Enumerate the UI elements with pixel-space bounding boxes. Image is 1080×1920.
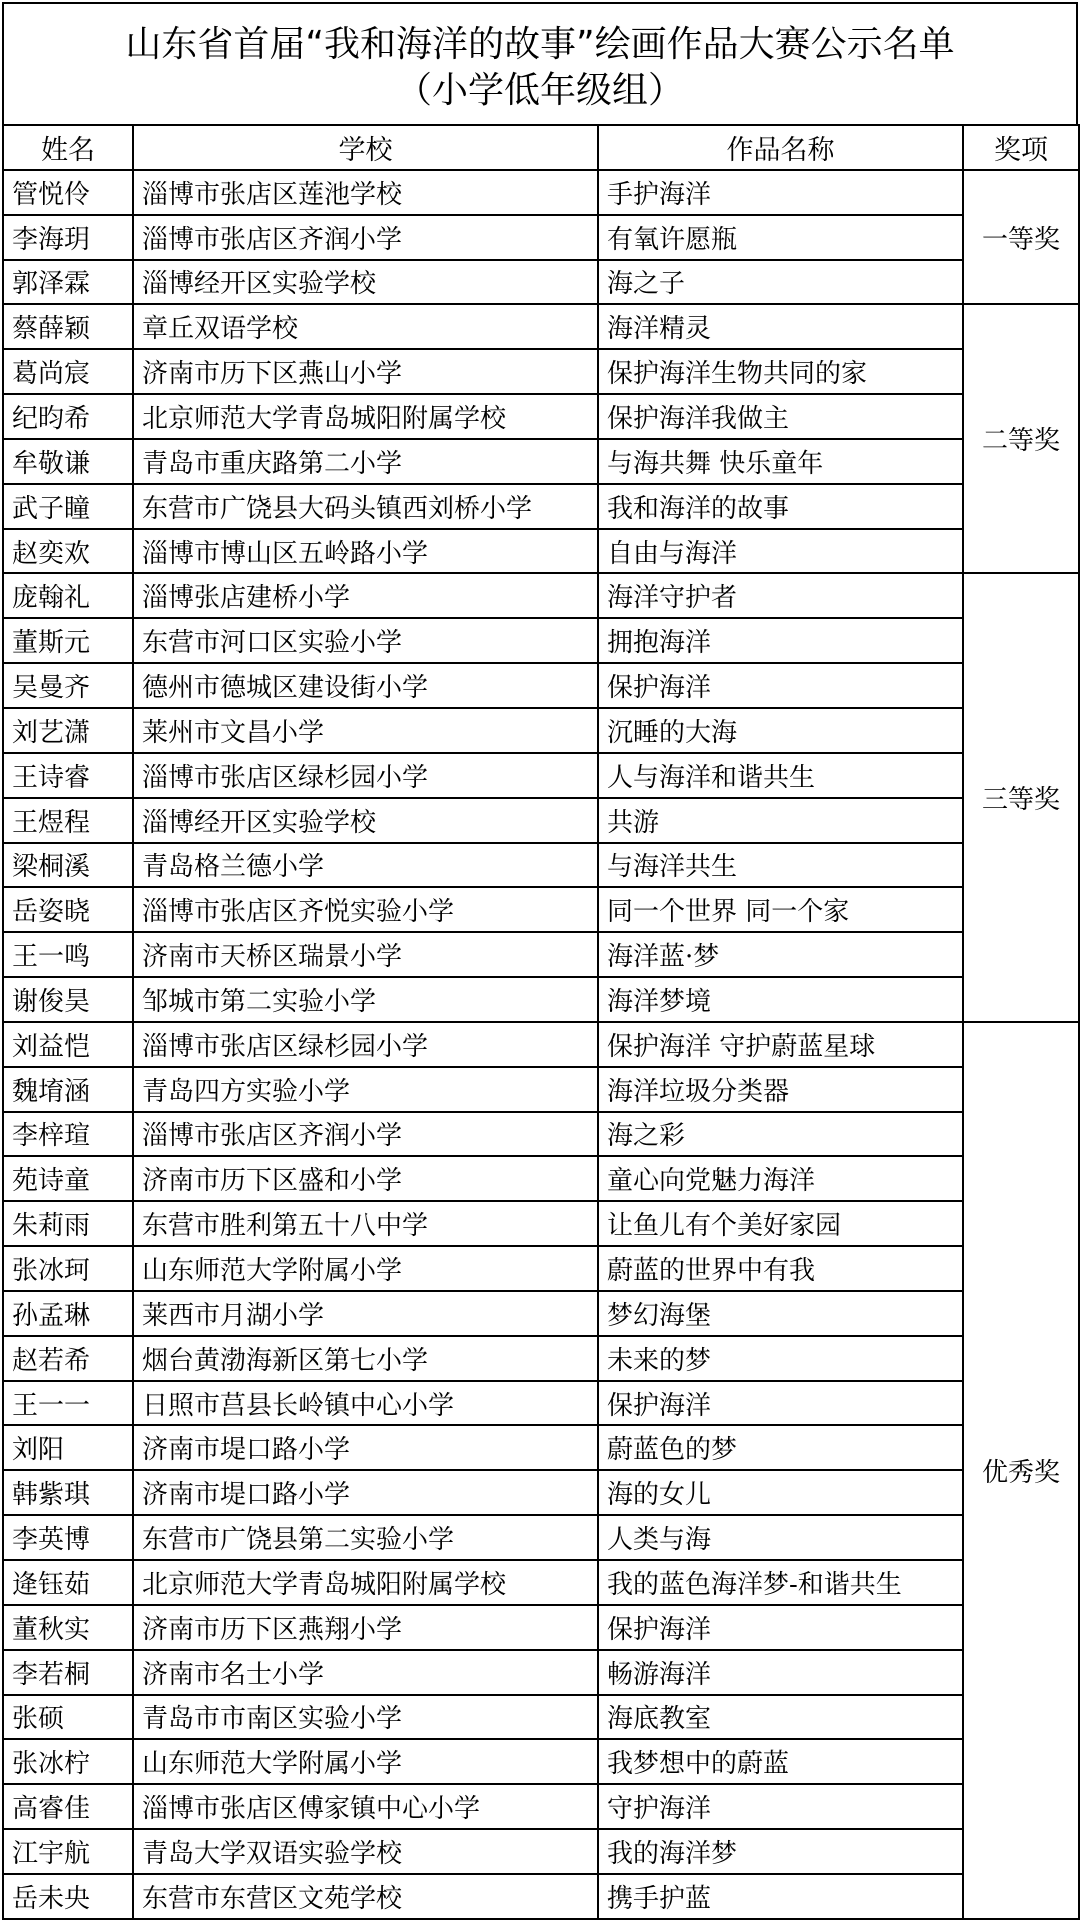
table-row	[3, 932, 1079, 977]
header-school: 学校	[133, 125, 598, 170]
cell-school: 淄博市张店区齐悦实验小学	[133, 887, 598, 932]
cell-name: 郭泽霖	[3, 260, 133, 305]
cell-school: 莱州市文昌小学	[133, 708, 598, 753]
cell-work: 保护海洋生物共同的家	[598, 349, 963, 394]
cell-work: 海之彩	[598, 1112, 963, 1157]
cell-school: 淄博市张店区莲池学校	[133, 170, 598, 215]
table-row	[3, 1470, 1079, 1515]
table-row	[3, 1425, 1079, 1470]
cell-school: 淄博市张店区齐润小学	[133, 215, 598, 260]
header-award: 奖项	[963, 125, 1079, 170]
cell-work: 保护海洋	[598, 1381, 963, 1426]
cell-award: 二等奖	[963, 304, 1079, 573]
table-row	[3, 484, 1079, 529]
cell-name: 高睿佳	[3, 1784, 133, 1829]
table-row	[3, 1022, 1079, 1067]
table-row	[3, 1246, 1079, 1291]
cell-school: 淄博张店建桥小学	[133, 573, 598, 618]
cell-work: 未来的梦	[598, 1336, 963, 1381]
cell-name: 李若桐	[3, 1650, 133, 1695]
table-body	[3, 170, 1079, 1919]
cell-award: 三等奖	[963, 573, 1079, 1021]
cell-school: 章丘双语学校	[133, 304, 598, 349]
cell-name: 管悦伶	[3, 170, 133, 215]
cell-work: 携手护蓝	[598, 1874, 963, 1919]
cell-work: 海洋守护者	[598, 573, 963, 618]
cell-work: 海的女儿	[598, 1470, 963, 1515]
table-row	[3, 1829, 1079, 1874]
cell-name: 董秋实	[3, 1605, 133, 1650]
cell-work: 与海共舞 快乐童年	[598, 439, 963, 484]
cell-name: 李海玥	[3, 215, 133, 260]
table-row	[3, 1112, 1079, 1157]
cell-work: 海洋梦境	[598, 977, 963, 1022]
cell-work: 让鱼儿有个美好家园	[598, 1201, 963, 1246]
cell-name: 蔡薛颖	[3, 304, 133, 349]
cell-name: 孙孟琳	[3, 1291, 133, 1336]
table-row	[3, 529, 1079, 574]
cell-work: 我梦想中的蔚蓝	[598, 1739, 963, 1784]
table-row	[3, 1739, 1079, 1784]
cell-work: 畅游海洋	[598, 1650, 963, 1695]
cell-name: 纪昀希	[3, 394, 133, 439]
cell-school: 淄博经开区实验学校	[133, 798, 598, 843]
cell-name: 王煜程	[3, 798, 133, 843]
cell-name: 谢俊昊	[3, 977, 133, 1022]
cell-work: 海洋精灵	[598, 304, 963, 349]
cell-name: 李英博	[3, 1515, 133, 1560]
table-row	[3, 798, 1079, 843]
cell-work: 共游	[598, 798, 963, 843]
cell-school: 青岛市市南区实验小学	[133, 1695, 598, 1740]
cell-work: 保护海洋 守护蔚蓝星球	[598, 1022, 963, 1067]
cell-work: 海洋蓝·梦	[598, 932, 963, 977]
table-row	[3, 1067, 1079, 1112]
table-row	[3, 1874, 1079, 1919]
cell-name: 王一鸣	[3, 932, 133, 977]
table-row	[3, 663, 1079, 708]
table-row	[3, 618, 1079, 663]
table-row	[3, 170, 1079, 215]
cell-school: 东营市广饶县大码头镇西刘桥小学	[133, 484, 598, 529]
cell-work: 手护海洋	[598, 170, 963, 215]
cell-work: 拥抱海洋	[598, 618, 963, 663]
header-name: 姓名	[3, 125, 133, 170]
cell-work: 我的蓝色海洋梦-和谐共生	[598, 1560, 963, 1605]
cell-school: 东营市广饶县第二实验小学	[133, 1515, 598, 1560]
cell-school: 青岛四方实验小学	[133, 1067, 598, 1112]
cell-work: 梦幻海堡	[598, 1291, 963, 1336]
cell-school: 济南市名士小学	[133, 1650, 598, 1695]
cell-work: 人类与海	[598, 1515, 963, 1560]
cell-school: 东营市胜利第五十八中学	[133, 1201, 598, 1246]
cell-award: 一等奖	[963, 170, 1079, 305]
cell-school: 淄博市博山区五岭路小学	[133, 529, 598, 574]
cell-name: 苑诗童	[3, 1156, 133, 1201]
cell-work: 沉睡的大海	[598, 708, 963, 753]
cell-school: 山东师范大学附属小学	[133, 1739, 598, 1784]
cell-school: 济南市堤口路小学	[133, 1425, 598, 1470]
cell-name: 朱莉雨	[3, 1201, 133, 1246]
cell-school: 济南市堤口路小学	[133, 1470, 598, 1515]
table-row	[3, 1381, 1079, 1426]
cell-school: 北京师范大学青岛城阳附属学校	[133, 1560, 598, 1605]
cell-school: 莱西市月湖小学	[133, 1291, 598, 1336]
cell-name: 江宇航	[3, 1829, 133, 1874]
cell-work: 蔚蓝色的梦	[598, 1425, 963, 1470]
cell-name: 董斯元	[3, 618, 133, 663]
cell-school: 东营市河口区实验小学	[133, 618, 598, 663]
cell-work: 我和海洋的故事	[598, 484, 963, 529]
cell-work: 保护海洋	[598, 663, 963, 708]
cell-name: 岳姿晓	[3, 887, 133, 932]
title-line-1: 山东省首届“我和海洋的故事”绘画作品大赛公示名单	[125, 24, 955, 65]
cell-work: 童心向党魅力海洋	[598, 1156, 963, 1201]
title-line-2: （小学低年级组）	[395, 70, 684, 111]
cell-name: 韩紫琪	[3, 1470, 133, 1515]
table-row	[3, 1201, 1079, 1246]
table-row	[3, 215, 1079, 260]
cell-work: 海洋垃圾分类器	[598, 1067, 963, 1112]
cell-school: 烟台黄渤海新区第七小学	[133, 1336, 598, 1381]
table-row	[3, 887, 1079, 932]
table-row	[3, 304, 1079, 349]
cell-work: 海之子	[598, 260, 963, 305]
cell-name: 李梓瑄	[3, 1112, 133, 1157]
cell-school: 济南市历下区燕山小学	[133, 349, 598, 394]
table-row	[3, 843, 1079, 888]
cell-work: 我的海洋梦	[598, 1829, 963, 1874]
table-row	[3, 1605, 1079, 1650]
cell-name: 逄钰茹	[3, 1560, 133, 1605]
cell-name: 赵若希	[3, 1336, 133, 1381]
table-row	[3, 1515, 1079, 1560]
cell-school: 淄博市张店区齐润小学	[133, 1112, 598, 1157]
cell-name: 庞翰礼	[3, 573, 133, 618]
cell-name: 吴曼齐	[3, 663, 133, 708]
cell-school: 青岛格兰德小学	[133, 843, 598, 888]
cell-name: 魏堉涵	[3, 1067, 133, 1112]
cell-work: 有氧许愿瓶	[598, 215, 963, 260]
table-row	[3, 439, 1079, 484]
cell-award: 优秀奖	[963, 1022, 1079, 1919]
cell-work: 保护海洋	[598, 1605, 963, 1650]
cell-school: 淄博市张店区绿杉园小学	[133, 1022, 598, 1067]
cell-work: 蔚蓝的世界中有我	[598, 1246, 963, 1291]
cell-school: 日照市莒县长岭镇中心小学	[133, 1381, 598, 1426]
cell-school: 济南市历下区燕翔小学	[133, 1605, 598, 1650]
cell-name: 王一一	[3, 1381, 133, 1426]
cell-school: 德州市德城区建设街小学	[133, 663, 598, 708]
table-row	[3, 708, 1079, 753]
table-row	[3, 1560, 1079, 1605]
table-row	[3, 977, 1079, 1022]
cell-school: 济南市历下区盛和小学	[133, 1156, 598, 1201]
table-row	[3, 260, 1079, 305]
table-row	[3, 1784, 1079, 1829]
cell-school: 淄博市张店区绿杉园小学	[133, 753, 598, 798]
cell-name: 刘益恺	[3, 1022, 133, 1067]
cell-work: 保护海洋我做主	[598, 394, 963, 439]
cell-school: 淄博市张店区傅家镇中心小学	[133, 1784, 598, 1829]
table-row	[3, 573, 1079, 618]
cell-school: 山东师范大学附属小学	[133, 1246, 598, 1291]
cell-school: 青岛大学双语实验学校	[133, 1829, 598, 1874]
cell-work: 人与海洋和谐共生	[598, 753, 963, 798]
cell-name: 刘阳	[3, 1425, 133, 1470]
table-header-row	[3, 125, 1079, 170]
cell-name: 梁桐溪	[3, 843, 133, 888]
cell-work: 与海洋共生	[598, 843, 963, 888]
cell-name: 张冰珂	[3, 1246, 133, 1291]
award-list-table	[2, 124, 1080, 1920]
table-row	[3, 349, 1079, 394]
table-row	[3, 1156, 1079, 1201]
header-work: 作品名称	[598, 125, 963, 170]
cell-work: 守护海洋	[598, 1784, 963, 1829]
table-row	[3, 1336, 1079, 1381]
cell-name: 牟敬谦	[3, 439, 133, 484]
cell-name: 岳未央	[3, 1874, 133, 1919]
cell-name: 武子瞳	[3, 484, 133, 529]
table-row	[3, 1695, 1079, 1740]
cell-school: 北京师范大学青岛城阳附属学校	[133, 394, 598, 439]
cell-school: 青岛市重庆路第二小学	[133, 439, 598, 484]
cell-work: 同一个世界 同一个家	[598, 887, 963, 932]
cell-name: 赵奕欢	[3, 529, 133, 574]
cell-school: 淄博经开区实验学校	[133, 260, 598, 305]
cell-name: 张冰柠	[3, 1739, 133, 1784]
cell-name: 刘艺潇	[3, 708, 133, 753]
table-row	[3, 753, 1079, 798]
table-row	[3, 1650, 1079, 1695]
cell-school: 东营市东营区文苑学校	[133, 1874, 598, 1919]
table-row	[3, 1291, 1079, 1336]
cell-work: 自由与海洋	[598, 529, 963, 574]
cell-name: 王诗睿	[3, 753, 133, 798]
cell-name: 葛尚宸	[3, 349, 133, 394]
cell-school: 济南市天桥区瑞景小学	[133, 932, 598, 977]
table-row	[3, 394, 1079, 439]
cell-school: 邹城市第二实验小学	[133, 977, 598, 1022]
document-title	[2, 2, 1078, 124]
cell-work: 海底教室	[598, 1695, 963, 1740]
cell-name: 张硕	[3, 1695, 133, 1740]
